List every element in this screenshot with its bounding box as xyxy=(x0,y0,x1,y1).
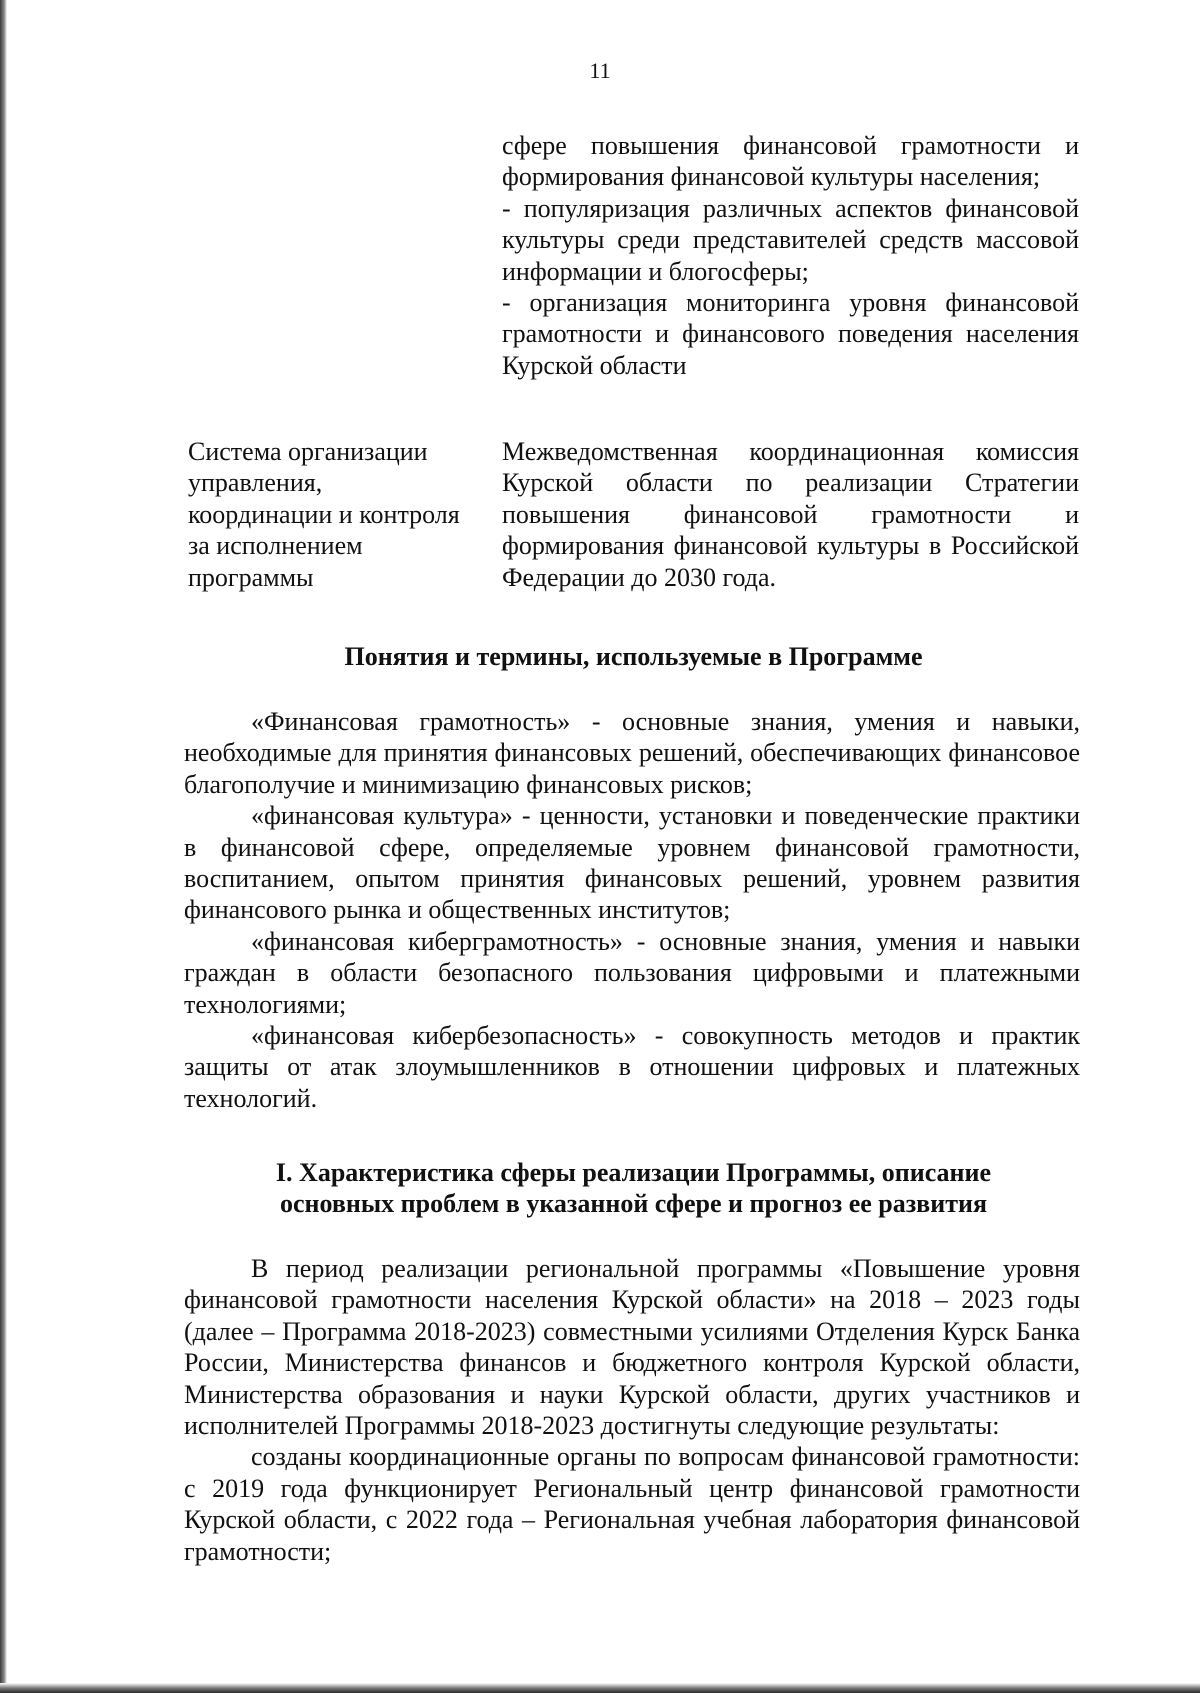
page-number: 11 xyxy=(589,58,611,83)
system-label-line: координации и контроля xyxy=(188,499,460,529)
section-1-heading-line: основных проблем в указанной сфере и прогноз ее развития xyxy=(279,1189,988,1219)
section-1-paragraph: созданы координационные органы по вопросам финансовой грамотности: с 2019 года функционирует Региональный центр финансовой грамотности Курской области, с 2022 года – Региональная учебная лаборатория финансовой грамотности; xyxy=(184,1442,1080,1566)
term-definition: «финансовая кибербезопасность» - совокупность методов и практик защиты от атак злоумышленников в отношении цифровых и платежных технологий. xyxy=(184,1021,1080,1113)
scan-edge-left xyxy=(0,0,7,1693)
task-list-continuation xyxy=(502,130,1079,381)
system-label-line: за исполнением xyxy=(188,531,363,561)
section-1-heading-line: I. Характеристика сферы реализации Программы, описание xyxy=(275,1158,992,1187)
section-1-body xyxy=(184,1253,1080,1567)
system-label-line: управления, xyxy=(188,468,323,498)
section-1-heading xyxy=(188,1157,1079,1220)
task-item: сфере повышения финансовой грамотности и формирования финансовой культуры населения; xyxy=(502,131,1079,192)
term-definition: «Финансовая грамотность» - основные знания, умения и навыки, необходимые для принятия финансовых решений, обеспечивающих финансовое благополучие и минимизацию финансовых рисков; xyxy=(184,707,1080,799)
section-1-paragraph: В период реализации региональной программы «Повышение уровня финансовой грамотности населения Курской области» на 2018 – 2023 годы (далее – Программа 2018-2023) совместными усилиями Отделения Курск Банка России, Министерства финансов и бюджетного контроля Курской области, Министерства образования и науки Курской области, других участников и исполнителей Программы 2018-2023 достигнуты следующие результаты: xyxy=(184,1254,1080,1441)
terms-list xyxy=(184,706,1080,1114)
term-definition: «финансовая киберграмотность» - основные знания, умения и навыки граждан в области безопасного пользования цифровыми и платежными технологиями; xyxy=(184,926,1080,1019)
term-definition: «финансовая культура» - ценности, установки и поведенческие практики в финансовой сфере, определяемые уровнем финансовой грамотности, воспитанием, опытом принятия финансовых решений, уровнем развития финансового рынка и общественных институтов; xyxy=(184,801,1080,925)
task-item: - популяризация различных аспектов финансовой культуры среди представителей средств массовой информации и блогосферы; xyxy=(502,193,1079,286)
task-item: - организация мониторинга уровня финансовой грамотности и финансового поведения населения Курской области xyxy=(502,288,1079,380)
scan-edge-bottom xyxy=(0,1683,1200,1693)
terms-heading: Понятия и термины, используемые в Программе xyxy=(344,642,923,671)
system-row-value: Межведомственная координационная комиссия Курской области по реализации Стратегии повышения финансовой грамотности и формирования финансовой культуры в Российской Федерации до 2030 года. xyxy=(502,437,1079,592)
system-row-label xyxy=(188,436,493,593)
system-label-line: программы xyxy=(188,562,314,592)
system-label-line: Система организации xyxy=(188,437,428,466)
